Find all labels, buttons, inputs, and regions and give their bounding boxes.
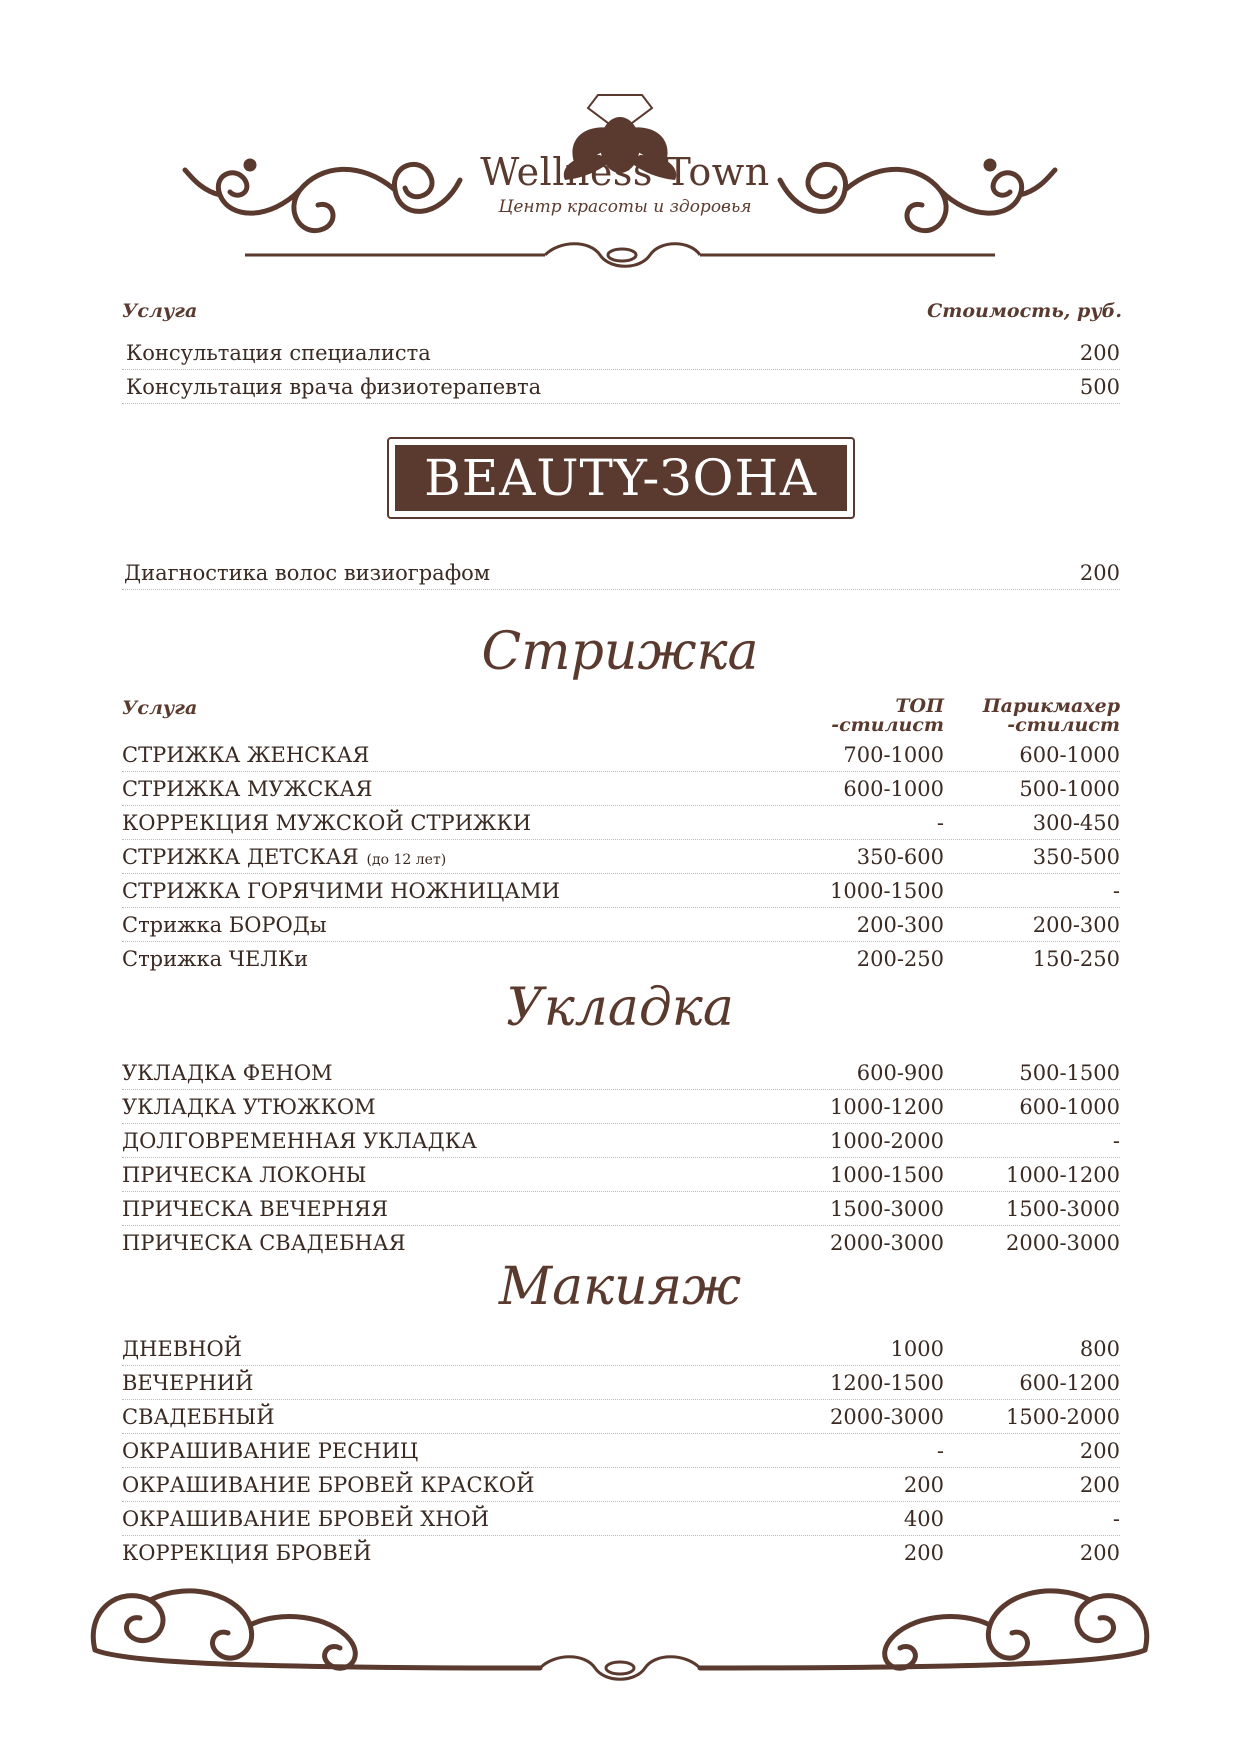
col-top-line2: -стилист bbox=[831, 714, 944, 736]
price-hair: 2000-3000 bbox=[1006, 1231, 1120, 1255]
price-hair: 800 bbox=[1079, 1337, 1120, 1361]
price-top: 1000 bbox=[890, 1337, 944, 1361]
service-name: Стрижка БОРОДы bbox=[122, 913, 327, 937]
makeup-row bbox=[122, 1469, 1120, 1502]
price-hair: 200 bbox=[1079, 1473, 1120, 1497]
footer-left-scroll bbox=[93, 1596, 163, 1650]
right-dot bbox=[986, 161, 994, 169]
service-name bbox=[122, 841, 446, 876]
styling-row bbox=[122, 1193, 1120, 1226]
footer-ornament bbox=[0, 1570, 1240, 1690]
header-divider bbox=[245, 244, 995, 267]
section-title-haircut: Стрижка bbox=[481, 622, 759, 682]
service-name: КОРРЕКЦИЯ МУЖСКОЙ СТРИЖКИ bbox=[122, 811, 532, 835]
price-top: 1000-1500 bbox=[830, 879, 944, 903]
price-hair: - bbox=[1112, 1507, 1120, 1531]
haircut-row bbox=[122, 841, 1120, 874]
haircut-row bbox=[122, 807, 1120, 840]
styling-row bbox=[122, 1091, 1120, 1124]
service-name: Диагностика волос визиографом bbox=[124, 561, 491, 585]
haircut-col-service: Услуга bbox=[122, 697, 198, 719]
makeup-row bbox=[122, 1537, 1120, 1569]
brand-name: Wellness Town bbox=[480, 150, 770, 194]
service-name: КОРРЕКЦИЯ БРОВЕЙ bbox=[122, 1541, 372, 1565]
intro-col-service: Услуга bbox=[122, 300, 198, 322]
price-hair: 1500-2000 bbox=[1006, 1405, 1120, 1429]
service-name: ДОЛГОВРЕМЕННАЯ УКЛАДКА bbox=[122, 1129, 477, 1153]
footer-center-ornament bbox=[540, 1657, 700, 1680]
price-top: 200-250 bbox=[856, 947, 944, 971]
price-top: 1200-1500 bbox=[830, 1371, 944, 1395]
right-tail bbox=[1020, 170, 1055, 195]
makeup-row bbox=[122, 1333, 1120, 1366]
makeup-row bbox=[122, 1401, 1120, 1434]
service-name: УКЛАДКА ФЕНОМ bbox=[122, 1061, 333, 1085]
brand-subtitle: Центр красоты и здоровья bbox=[498, 197, 752, 217]
price-top: 2000-3000 bbox=[830, 1405, 944, 1429]
price-hair: 150-250 bbox=[1032, 947, 1120, 971]
left-scroll bbox=[394, 164, 460, 211]
intro-row bbox=[122, 371, 1120, 404]
service-name: ОКРАШИВАНИЕ РЕСНИЦ bbox=[122, 1439, 419, 1463]
price-top: 350-600 bbox=[856, 845, 944, 869]
service-name: СТРИЖКА ЖЕНСКАЯ bbox=[122, 743, 370, 767]
price-hair: 600-1200 bbox=[1019, 1371, 1120, 1395]
makeup-row bbox=[122, 1503, 1120, 1536]
styling-row bbox=[122, 1125, 1120, 1158]
styling-row bbox=[122, 1057, 1120, 1090]
col-top-line1: ТОП bbox=[895, 695, 944, 717]
price-top: 600-1000 bbox=[843, 777, 944, 801]
price-hair: 600-1000 bbox=[1019, 1095, 1120, 1119]
price-hair: 200-300 bbox=[1032, 913, 1120, 937]
intro-row bbox=[122, 337, 1120, 370]
haircut-row bbox=[122, 875, 1120, 908]
diag-row bbox=[122, 557, 1120, 590]
right-scroll bbox=[780, 164, 846, 211]
service-name: Консультация врача физиотерапевта bbox=[126, 375, 542, 399]
price-hair: 200 bbox=[1079, 1541, 1120, 1565]
left-dot bbox=[246, 161, 254, 169]
price-hair: 1500-3000 bbox=[1006, 1197, 1120, 1221]
price-hair: 200 bbox=[1079, 1439, 1120, 1463]
service-name: ПРИЧЕСКА ЛОКОНЫ bbox=[122, 1163, 367, 1187]
price-top: 1000-1500 bbox=[830, 1163, 944, 1187]
beauty-zone-title: BEAUTY-ЗОНА bbox=[395, 445, 847, 511]
left-scroll-2 bbox=[294, 169, 395, 230]
haircut-row bbox=[122, 909, 1120, 942]
price-top: 200 bbox=[903, 1541, 944, 1565]
right-scroll-3 bbox=[940, 173, 1022, 213]
service-name: ОКРАШИВАНИЕ БРОВЕЙ ХНОЙ bbox=[122, 1507, 490, 1531]
price-top: - bbox=[936, 811, 944, 835]
section-title-makeup: Макияж bbox=[498, 1257, 742, 1317]
col-top-stylist bbox=[831, 697, 944, 735]
beauty-zone-banner bbox=[387, 437, 855, 519]
price-hair: - bbox=[1112, 1129, 1120, 1153]
service-name-text: СТРИЖКА ДЕТСКАЯ bbox=[122, 845, 359, 869]
col-hair-stylist bbox=[983, 697, 1120, 735]
service-name: СТРИЖКА МУЖСКАЯ bbox=[122, 777, 373, 801]
service-name: СВАДЕБНЫЙ bbox=[122, 1405, 275, 1429]
haircut-row bbox=[122, 739, 1120, 772]
col-hair-line2: -стилист bbox=[1007, 714, 1120, 736]
intro-col-price: Стоимость, руб. bbox=[927, 300, 1122, 322]
price-hair: 350-500 bbox=[1032, 845, 1120, 869]
footer-left-line bbox=[95, 1650, 540, 1668]
price-top: - bbox=[936, 1439, 944, 1463]
price-top: 200 bbox=[903, 1473, 944, 1497]
footer-right-scroll-2 bbox=[988, 1591, 1090, 1658]
price-hair: - bbox=[1112, 879, 1120, 903]
price-top: 1500-3000 bbox=[830, 1197, 944, 1221]
service-name: Стрижка ЧЕЛКи bbox=[122, 947, 309, 971]
service-name: ПРИЧЕСКА СВАДЕБНАЯ bbox=[122, 1231, 406, 1255]
price-hair: 600-1000 bbox=[1019, 743, 1120, 767]
service-name: ОКРАШИВАНИЕ БРОВЕЙ КРАСКОЙ bbox=[122, 1473, 535, 1497]
makeup-row bbox=[122, 1435, 1120, 1468]
service-name: СТРИЖКА ГОРЯЧИМИ НОЖНИЦАМИ bbox=[122, 879, 560, 903]
footer-right-scroll-3 bbox=[885, 1617, 990, 1669]
service-price: 200 bbox=[1079, 561, 1120, 585]
footer-left-scroll-3 bbox=[250, 1617, 355, 1669]
footer-left-scroll-2 bbox=[150, 1591, 252, 1658]
footer-right-scroll bbox=[1077, 1596, 1147, 1650]
left-scroll-3 bbox=[218, 173, 300, 213]
service-name: Консультация специалиста bbox=[126, 341, 431, 365]
service-name: ПРИЧЕСКА ВЕЧЕРНЯЯ bbox=[122, 1197, 388, 1221]
price-top: 600-900 bbox=[856, 1061, 944, 1085]
price-top: 1000-2000 bbox=[830, 1129, 944, 1153]
price-top: 700-1000 bbox=[843, 743, 944, 767]
styling-row bbox=[122, 1159, 1120, 1192]
price-hair: 1000-1200 bbox=[1006, 1163, 1120, 1187]
service-name: ДНЕВНОЙ bbox=[122, 1337, 242, 1361]
styling-row bbox=[122, 1227, 1120, 1259]
price-hair: 500-1000 bbox=[1019, 777, 1120, 801]
service-name: ВЕЧЕРНИЙ bbox=[122, 1371, 254, 1395]
right-scroll-2 bbox=[845, 169, 946, 230]
price-top: 200-300 bbox=[856, 913, 944, 937]
left-tail bbox=[185, 170, 220, 195]
service-name: УКЛАДКА УТЮЖКОМ bbox=[122, 1095, 376, 1119]
price-hair: 300-450 bbox=[1032, 811, 1120, 835]
service-price: 500 bbox=[1079, 375, 1120, 399]
makeup-row bbox=[122, 1367, 1120, 1400]
service-price: 200 bbox=[1079, 341, 1120, 365]
price-top: 400 bbox=[903, 1507, 944, 1531]
col-hair-line1: Парикмахер bbox=[982, 695, 1120, 717]
haircut-row bbox=[122, 943, 1120, 975]
price-top: 2000-3000 bbox=[830, 1231, 944, 1255]
price-top: 1000-1200 bbox=[830, 1095, 944, 1119]
haircut-row bbox=[122, 773, 1120, 806]
price-hair: 500-1500 bbox=[1019, 1061, 1120, 1085]
service-note: (до 12 лет) bbox=[366, 852, 447, 868]
section-title-styling: Укладка bbox=[506, 978, 734, 1038]
footer-right-line bbox=[700, 1650, 1145, 1668]
